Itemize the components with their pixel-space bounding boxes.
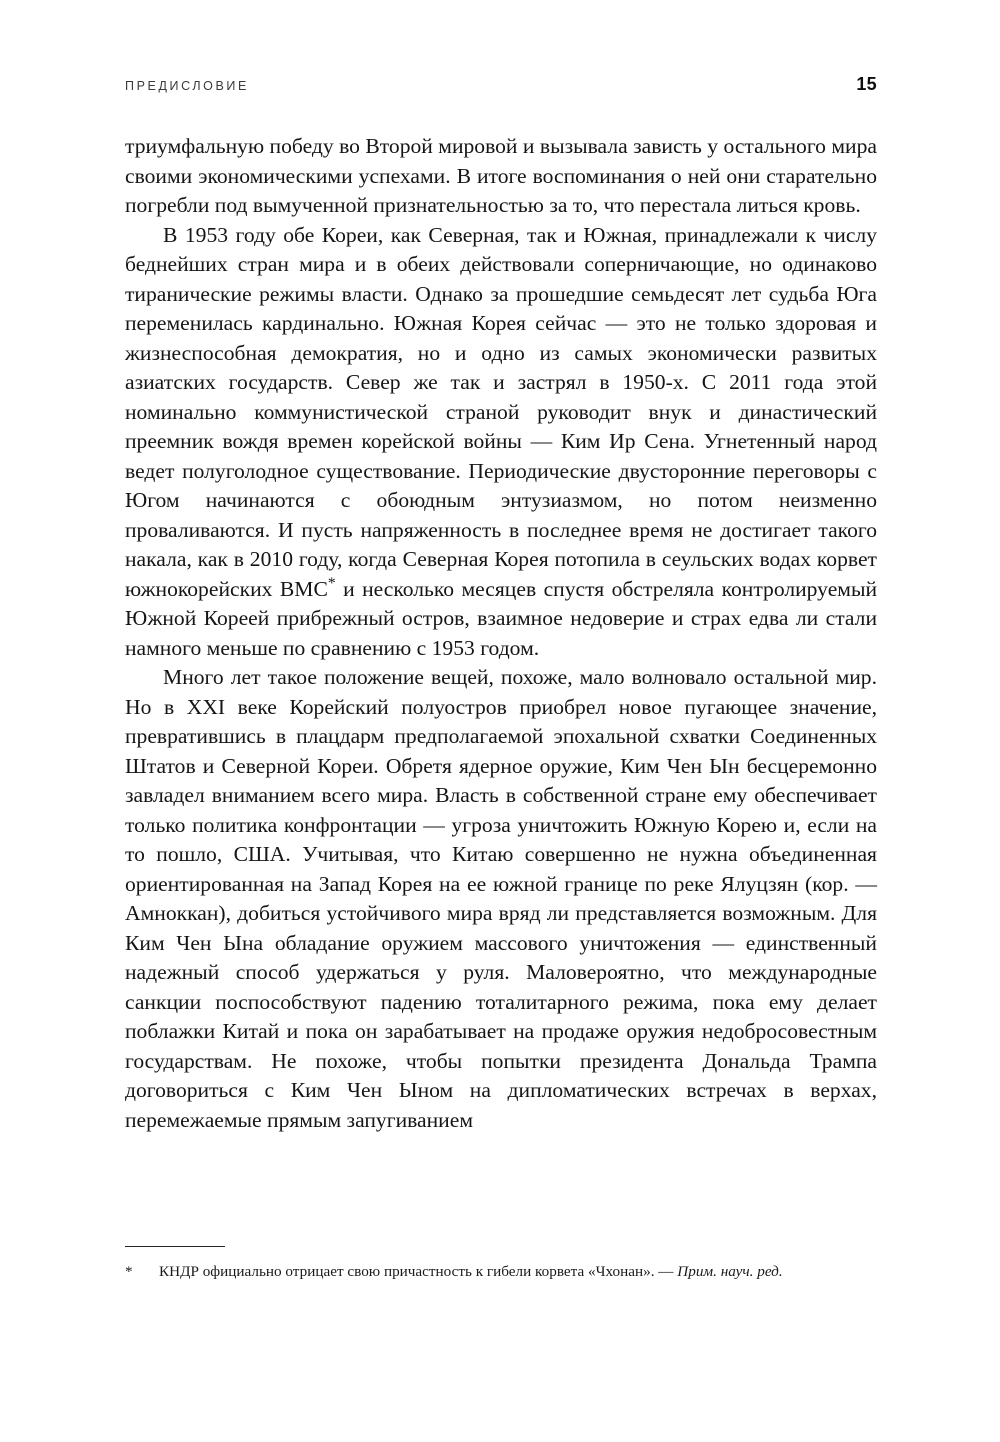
running-head bbox=[125, 74, 877, 98]
paragraph-2 bbox=[125, 221, 877, 664]
footnote-area bbox=[125, 1246, 877, 1283]
footnote-marker: * bbox=[125, 1263, 133, 1280]
footnote-separator-rule bbox=[125, 1246, 225, 1247]
running-head-title: ПРЕДИСЛОВИЕ bbox=[125, 79, 249, 93]
footnote bbox=[125, 1261, 877, 1283]
footnote-reference-marker[interactable]: * bbox=[327, 574, 336, 592]
paragraph-2-text-before-footnote: В 1953 году обе Кореи, как Северная, так и Южная, принадлежали к числу беднейших стран мира и в обеих действовали соперничающие, но одинаково тиранические режимы власти. Однако за прошедшие семьдесят лет судьба Юга переменилась кардинально. Южная Корея сейчас — это не только здоровая и жизнеспособная демократия, но и одно из самых экономически развитых азиатских государств. Север же так и застрял в 1950-х. С 2011 года этой номинально коммунистической страной руководит внук и династический преемник вождя времен корейской войны — Ким Ир Сена. Угнетенный народ ведет полуголодное существование. Периодические двусторонние переговоры с Югом начинаются с обоюдным энтузиазмом, но потом неизменно проваливаются. И пусть напряженность в последнее время не достигает такого накала, как в 2010 году, когда Северная Корея потопила в сеульских водах корвет южнокорейских ВМС bbox=[125, 222, 877, 601]
body-text-block bbox=[125, 132, 877, 1135]
footnote-text: КНДР официально отрицает свою причастность к гибели корвета «Чхонан». — bbox=[159, 1263, 678, 1280]
footnote-source-attribution: Прим. науч. ред. bbox=[677, 1263, 783, 1280]
page-number: 15 bbox=[856, 74, 877, 94]
paragraph-2-text-after-footnote: и несколько месяцев спустя обстреляла контролируемый Южной Кореей прибрежный остров, взаимное недоверие и страх едва ли стали намного меньше по сравнению с 1953 годом. bbox=[125, 576, 878, 660]
paragraph-3: Много лет такое положение вещей, похоже, мало волновало остальной мир. Но в XXI веке Корейский полуостров приобрел новое пугающее значение, превратившись в плацдарм предполагаемой эпохальной схватки Соединенных Штатов и Северной Кореи. Обретя ядерное оружие, Ким Чен Ын бесцеремонно завладел вниманием всего мира. Власть в собственной стране ему обеспечивает только политика конфронтации — угроза уничтожить Южную Корею и, если на то пошло, США. Учитывая, что Китаю совершенно не нужна объединенная ориентированная на Запад Корея на ее южной границе по реке Ялуцзян (кор. — Амноккан), добиться устойчивого мира вряд ли представляется возможным. Для Ким Чен Ына обладание оружием массового уничтожения — единственный надежный способ удержаться у руля. Маловероятно, что международные санкции поспособствуют падению тоталитарного режима, пока ему делает поблажки Китай и пока он зарабатывает на продаже оружия недобросовестным государствам. Не похоже, чтобы попытки президента Дональда Трампа договориться с Ким Чен Ыном на дипломатических встречах в верхах, перемежаемые прямым запугиванием bbox=[125, 665, 877, 1132]
paragraph-1: триумфальную победу во Второй мировой и вызывала зависть у остального мира своими экономическими успехами. В итоге воспоминания о ней они старательно погребли под вымученной признательностью за то, что перестала литься кровь. bbox=[125, 134, 877, 217]
